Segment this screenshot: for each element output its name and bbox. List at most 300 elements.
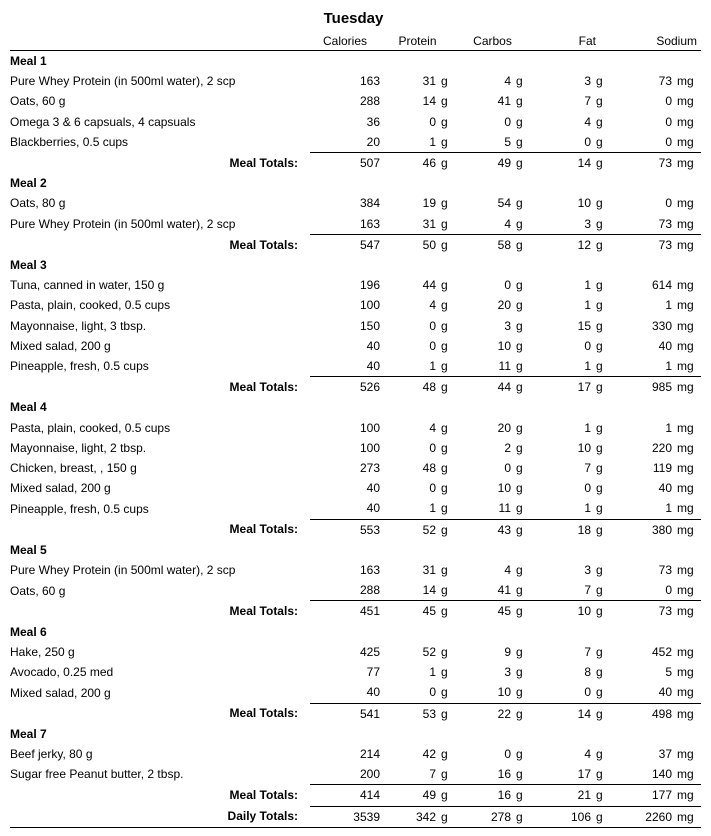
carbos-cell	[455, 601, 530, 622]
calories-cell-value: 541	[359, 706, 380, 721]
carbos-cell-unit: g	[516, 706, 523, 721]
carbos-cell-unit: g	[516, 420, 523, 435]
calories-cell	[310, 785, 380, 806]
fat-cell-unit: g	[596, 481, 603, 496]
sodium-cell-value: 119	[652, 461, 672, 476]
header-fat: Fat	[530, 32, 610, 51]
carbos-cell-unit: g	[516, 522, 523, 537]
sodium-cell-value: 73	[658, 74, 672, 89]
sodium-cell-value: 0	[665, 114, 672, 129]
fat-cell	[530, 91, 610, 111]
food-row	[10, 682, 701, 703]
fat-cell-unit: g	[596, 338, 603, 353]
carbos-cell-unit: g	[516, 134, 523, 149]
protein-cell-unit: g	[441, 767, 448, 782]
sodium-cell	[610, 806, 701, 827]
fat-cell-unit: g	[596, 216, 603, 231]
carbos-cell-unit: g	[516, 278, 523, 293]
food-row	[10, 336, 701, 356]
protein-cell-unit: g	[441, 74, 448, 89]
food-row	[10, 438, 701, 458]
calories-cell	[310, 498, 380, 519]
fat-cell	[530, 806, 610, 827]
fat-cell	[530, 234, 610, 255]
fat-cell	[530, 356, 610, 377]
calories-cell-value: 553	[359, 522, 380, 537]
meal-header-row	[10, 540, 701, 560]
protein-cell	[380, 580, 455, 601]
fat-cell-unit: g	[596, 644, 603, 659]
food-row	[10, 744, 701, 764]
protein-cell-unit: g	[441, 481, 448, 496]
fat-cell	[530, 132, 610, 153]
carbos-cell-value: 43	[497, 522, 511, 537]
meal-name: Meal 5	[10, 542, 47, 557]
protein-cell	[380, 438, 455, 458]
sodium-cell-unit: mg	[677, 767, 694, 782]
sodium-cell-unit: mg	[677, 522, 694, 537]
protein-cell	[380, 193, 455, 213]
sodium-cell-value: 0	[665, 583, 672, 598]
fat-cell-value: 3	[584, 74, 591, 89]
daily-totals-label: Daily Totals:	[10, 806, 310, 827]
calories-cell-value: 196	[359, 278, 380, 293]
meal-header-row	[10, 724, 701, 744]
carbos-cell-value: 11	[498, 359, 511, 374]
fat-cell	[530, 703, 610, 724]
sodium-cell-value: 0	[665, 196, 672, 211]
meal-header-row	[10, 51, 701, 72]
carbos-cell-unit: g	[516, 746, 523, 761]
calories-cell	[310, 519, 380, 540]
protein-cell	[380, 377, 455, 398]
sodium-cell-value: 0	[665, 134, 672, 149]
food-name: Mayonnaise, light, 2 tbsp.	[10, 440, 147, 455]
fat-cell-value: 0	[584, 338, 591, 353]
carbos-cell-value: 20	[497, 298, 511, 313]
carbos-cell-unit: g	[516, 685, 523, 700]
sodium-cell	[610, 682, 701, 703]
fat-cell-value: 4	[584, 114, 591, 129]
protein-cell	[380, 316, 455, 336]
meal-totals-label: Meal Totals:	[229, 706, 298, 721]
header-carbos: Carbos	[455, 32, 530, 51]
food-row	[10, 418, 701, 438]
carbos-cell-unit: g	[516, 440, 523, 455]
calories-cell	[310, 703, 380, 724]
calories-cell-value: 288	[359, 583, 380, 598]
protein-cell-value: 52	[422, 522, 436, 537]
sodium-cell-value: 498	[651, 706, 672, 721]
sodium-cell-value: 1	[665, 501, 672, 516]
sodium-cell-value: 73	[658, 563, 672, 578]
fat-cell-value: 1	[584, 298, 591, 313]
protein-cell-unit: g	[441, 278, 448, 293]
carbos-cell-value: 10	[497, 338, 511, 353]
food-row	[10, 132, 701, 153]
food-row	[10, 295, 701, 315]
carbos-cell	[455, 275, 530, 295]
sodium-cell	[610, 662, 701, 682]
protein-cell	[380, 295, 455, 315]
protein-cell	[380, 601, 455, 622]
meal-header-row	[10, 397, 701, 417]
fat-cell	[530, 744, 610, 764]
calories-cell	[310, 336, 380, 356]
meal-header-row	[10, 622, 701, 642]
calories-cell	[310, 806, 380, 827]
food-row	[10, 580, 701, 601]
fat-cell-value: 14	[577, 706, 591, 721]
sodium-cell	[610, 153, 701, 174]
calories-cell-value: 414	[359, 788, 380, 803]
carbos-cell-unit: g	[516, 788, 523, 803]
carbos-cell	[455, 153, 530, 174]
fat-cell	[530, 336, 610, 356]
sodium-cell-value: 985	[651, 380, 672, 395]
food-name: Pure Whey Protein (in 500ml water), 2 scp	[10, 563, 236, 578]
carbos-cell-value: 11	[498, 501, 511, 516]
calories-cell-value: 200	[359, 767, 380, 782]
sodium-cell-unit: mg	[677, 746, 694, 761]
calories-cell	[310, 682, 380, 703]
protein-cell-value: 31	[422, 563, 436, 578]
header-protein: Protein	[380, 32, 455, 51]
fat-cell-unit: g	[596, 767, 603, 782]
fat-cell-unit: g	[596, 604, 603, 619]
protein-cell	[380, 418, 455, 438]
carbos-cell-value: 278	[490, 809, 511, 824]
fat-cell-unit: g	[596, 563, 603, 578]
food-row	[10, 275, 701, 295]
carbos-cell-value: 58	[497, 237, 511, 252]
sodium-cell-value: 40	[658, 481, 672, 496]
sodium-cell-value: 140	[651, 767, 672, 782]
protein-cell	[380, 356, 455, 377]
protein-cell-unit: g	[441, 216, 448, 231]
food-name: Oats, 60 g	[10, 94, 66, 109]
food-name: Pasta, plain, cooked, 0.5 cups	[10, 298, 171, 313]
carbos-cell	[455, 744, 530, 764]
sodium-cell-unit: mg	[677, 706, 694, 721]
protein-cell	[380, 662, 455, 682]
sodium-cell	[610, 560, 701, 580]
meal-totals-row	[10, 601, 701, 622]
calories-cell	[310, 601, 380, 622]
page-title: Tuesday	[323, 10, 384, 27]
daily-totals-row	[10, 806, 701, 827]
fat-cell-value: 1	[584, 420, 591, 435]
fat-cell-value: 3	[584, 563, 591, 578]
carbos-cell-value: 10	[497, 685, 511, 700]
protein-cell-value: 52	[422, 644, 436, 659]
meal-name: Meal 2	[10, 176, 47, 191]
carbos-cell-value: 20	[497, 420, 511, 435]
food-row	[10, 71, 701, 91]
sodium-cell-value: 2260	[645, 809, 672, 824]
sodium-cell	[610, 498, 701, 519]
header-row	[10, 32, 701, 51]
sodium-cell-unit: mg	[677, 359, 694, 374]
fat-cell	[530, 642, 610, 662]
sodium-cell-value: 40	[658, 338, 672, 353]
calories-cell-value: 526	[359, 380, 380, 395]
calories-cell-value: 100	[359, 298, 380, 313]
carbos-cell-value: 16	[497, 788, 511, 803]
calories-cell	[310, 275, 380, 295]
protein-cell-unit: g	[441, 644, 448, 659]
calories-cell	[310, 71, 380, 91]
sodium-cell-value: 1	[665, 298, 672, 313]
carbos-cell	[455, 295, 530, 315]
protein-cell-unit: g	[441, 665, 448, 680]
meal-name: Meal 7	[10, 726, 47, 741]
food-row	[10, 764, 701, 785]
carbos-cell-value: 54	[497, 196, 511, 211]
fat-cell-value: 12	[577, 237, 591, 252]
calories-cell	[310, 560, 380, 580]
sodium-cell	[610, 295, 701, 315]
fat-cell	[530, 71, 610, 91]
carbos-cell	[455, 764, 530, 785]
sodium-cell-value: 73	[658, 604, 672, 619]
carbos-cell-unit: g	[516, 196, 523, 211]
protein-cell-unit: g	[441, 440, 448, 455]
calories-cell-value: 77	[366, 665, 380, 680]
fat-cell-value: 1	[584, 278, 591, 293]
fat-cell	[530, 112, 610, 132]
protein-cell	[380, 560, 455, 580]
fat-cell-unit: g	[596, 298, 603, 313]
carbos-cell	[455, 377, 530, 398]
meal-totals-row	[10, 519, 701, 540]
protein-cell-unit: g	[441, 156, 448, 171]
protein-cell-unit: g	[441, 706, 448, 721]
fat-cell-unit: g	[596, 788, 603, 803]
fat-cell-value: 7	[584, 644, 591, 659]
protein-cell-value: 0	[429, 685, 436, 700]
sodium-cell-value: 614	[651, 278, 672, 293]
protein-cell-value: 46	[422, 156, 436, 171]
carbos-cell	[455, 662, 530, 682]
fat-cell-value: 18	[577, 522, 591, 537]
sodium-cell-unit: mg	[677, 665, 694, 680]
carbos-cell-unit: g	[516, 74, 523, 89]
carbos-cell-value: 49	[497, 156, 511, 171]
sodium-cell-unit: mg	[677, 237, 694, 252]
protein-cell	[380, 71, 455, 91]
sodium-cell-value: 330	[651, 318, 672, 333]
food-name: Mayonnaise, light, 3 tbsp.	[10, 318, 147, 333]
fat-cell-value: 17	[577, 767, 591, 782]
calories-cell	[310, 642, 380, 662]
carbos-cell-value: 44	[497, 380, 511, 395]
calories-cell	[310, 193, 380, 213]
calories-cell-value: 214	[359, 746, 380, 761]
food-row	[10, 642, 701, 662]
calories-cell	[310, 580, 380, 601]
fat-cell	[530, 498, 610, 519]
fat-cell	[530, 560, 610, 580]
protein-cell	[380, 214, 455, 235]
protein-cell-value: 0	[429, 114, 436, 129]
protein-cell-value: 31	[422, 74, 436, 89]
protein-cell	[380, 744, 455, 764]
sodium-cell	[610, 193, 701, 213]
carbos-cell	[455, 560, 530, 580]
fat-cell-unit: g	[596, 440, 603, 455]
calories-cell	[310, 438, 380, 458]
fat-cell-value: 14	[577, 156, 591, 171]
fat-cell-value: 10	[577, 604, 591, 619]
carbos-cell	[455, 91, 530, 111]
protein-cell-value: 0	[429, 318, 436, 333]
food-row	[10, 498, 701, 519]
protein-cell-value: 7	[429, 767, 436, 782]
protein-cell-value: 0	[429, 338, 436, 353]
protein-cell-value: 48	[422, 461, 436, 476]
sodium-cell-unit: mg	[677, 94, 694, 109]
protein-cell-value: 4	[429, 298, 436, 313]
sodium-cell	[610, 744, 701, 764]
carbos-cell	[455, 193, 530, 213]
calories-cell	[310, 764, 380, 785]
protein-cell	[380, 234, 455, 255]
calories-cell-value: 507	[359, 156, 380, 171]
food-name: Pineapple, fresh, 0.5 cups	[10, 501, 149, 516]
protein-cell-value: 31	[422, 216, 436, 231]
sodium-cell-unit: mg	[677, 74, 694, 89]
header-sodium: Sodium	[610, 32, 701, 51]
calories-cell	[310, 214, 380, 235]
protein-cell-unit: g	[441, 563, 448, 578]
meal-totals-label: Meal Totals:	[229, 380, 298, 394]
sodium-cell	[610, 580, 701, 601]
protein-cell	[380, 642, 455, 662]
fat-cell-value: 7	[584, 461, 591, 476]
carbos-cell-value: 10	[497, 481, 511, 496]
calories-cell-value: 163	[359, 216, 380, 231]
food-row	[10, 458, 701, 478]
header-calories: Calories	[310, 32, 380, 51]
protein-cell-unit: g	[441, 420, 448, 435]
fat-cell	[530, 295, 610, 315]
food-name: Oats, 60 g	[10, 583, 66, 598]
meal-totals-label: Meal Totals:	[229, 237, 298, 252]
carbos-cell-value: 0	[504, 114, 511, 129]
food-row	[10, 193, 701, 213]
meal-totals-row	[10, 153, 701, 174]
calories-cell	[310, 377, 380, 398]
fat-cell	[530, 764, 610, 785]
calories-cell	[310, 418, 380, 438]
sodium-cell	[610, 214, 701, 235]
sodium-cell-value: 220	[651, 440, 672, 455]
fat-cell	[530, 601, 610, 622]
sodium-cell	[610, 601, 701, 622]
protein-cell-value: 50	[422, 237, 436, 252]
fat-cell-value: 106	[570, 809, 591, 824]
carbos-cell	[455, 785, 530, 806]
protein-cell-value: 49	[422, 788, 436, 803]
sodium-cell-unit: mg	[677, 318, 694, 333]
fat-cell-unit: g	[596, 114, 603, 129]
calories-cell-value: 100	[359, 440, 380, 455]
fat-cell-value: 4	[584, 746, 591, 761]
calories-cell-value: 40	[366, 501, 380, 516]
fat-cell-value: 1	[584, 359, 591, 374]
food-name: Beef jerky, 80 g	[10, 746, 93, 761]
carbos-cell-unit: g	[516, 461, 523, 476]
protein-cell-value: 19	[422, 196, 436, 211]
fat-cell-unit: g	[596, 156, 603, 171]
fat-cell-unit: g	[596, 237, 603, 252]
sodium-cell-unit: mg	[677, 644, 694, 659]
sodium-cell-unit: mg	[677, 809, 694, 824]
calories-cell	[310, 316, 380, 336]
protein-cell	[380, 132, 455, 153]
sodium-cell-unit: mg	[677, 481, 694, 496]
fat-cell	[530, 418, 610, 438]
protein-cell-value: 4	[429, 420, 436, 435]
sodium-cell	[610, 377, 701, 398]
calories-cell	[310, 458, 380, 478]
carbos-cell	[455, 642, 530, 662]
protein-cell-unit: g	[441, 583, 448, 598]
sodium-cell	[610, 703, 701, 724]
calories-cell-value: 40	[366, 685, 380, 700]
sodium-cell-unit: mg	[677, 134, 694, 149]
protein-cell	[380, 806, 455, 827]
carbos-cell-unit: g	[516, 114, 523, 129]
protein-cell-value: 342	[415, 809, 436, 824]
protein-cell-unit: g	[441, 380, 448, 395]
fat-cell-unit: g	[596, 196, 603, 211]
protein-cell	[380, 112, 455, 132]
meal-name: Meal 6	[10, 624, 47, 639]
food-name: Mixed salad, 200 g	[10, 481, 111, 496]
sodium-cell-unit: mg	[677, 583, 694, 598]
carbos-cell-value: 4	[504, 216, 511, 231]
protein-cell-value: 44	[422, 278, 436, 293]
sodium-cell-unit: mg	[677, 380, 694, 395]
food-name: Pineapple, fresh, 0.5 cups	[10, 359, 149, 374]
protein-cell	[380, 153, 455, 174]
fat-cell-value: 21	[577, 788, 591, 803]
protein-cell-unit: g	[441, 604, 448, 619]
meal-totals-row	[10, 785, 701, 806]
carbos-cell-value: 22	[497, 706, 511, 721]
food-name: Mixed salad, 200 g	[10, 685, 111, 700]
protein-cell-unit: g	[441, 746, 448, 761]
calories-cell	[310, 153, 380, 174]
carbos-cell-unit: g	[516, 380, 523, 395]
protein-cell-value: 42	[422, 746, 436, 761]
food-name: Pure Whey Protein (in 500ml water), 2 scp	[10, 74, 236, 89]
fat-cell-unit: g	[596, 318, 603, 333]
sodium-cell-value: 177	[651, 788, 672, 803]
fat-cell-unit: g	[596, 420, 603, 435]
sodium-cell-value: 73	[658, 216, 672, 231]
fat-cell-unit: g	[596, 359, 603, 374]
protein-cell-unit: g	[441, 501, 448, 516]
food-name: Hake, 250 g	[10, 644, 75, 659]
carbos-cell-unit: g	[516, 665, 523, 680]
fat-cell-value: 8	[584, 665, 591, 680]
protein-cell-value: 1	[429, 134, 436, 149]
sodium-cell-unit: mg	[677, 685, 694, 700]
calories-cell-value: 425	[359, 644, 380, 659]
